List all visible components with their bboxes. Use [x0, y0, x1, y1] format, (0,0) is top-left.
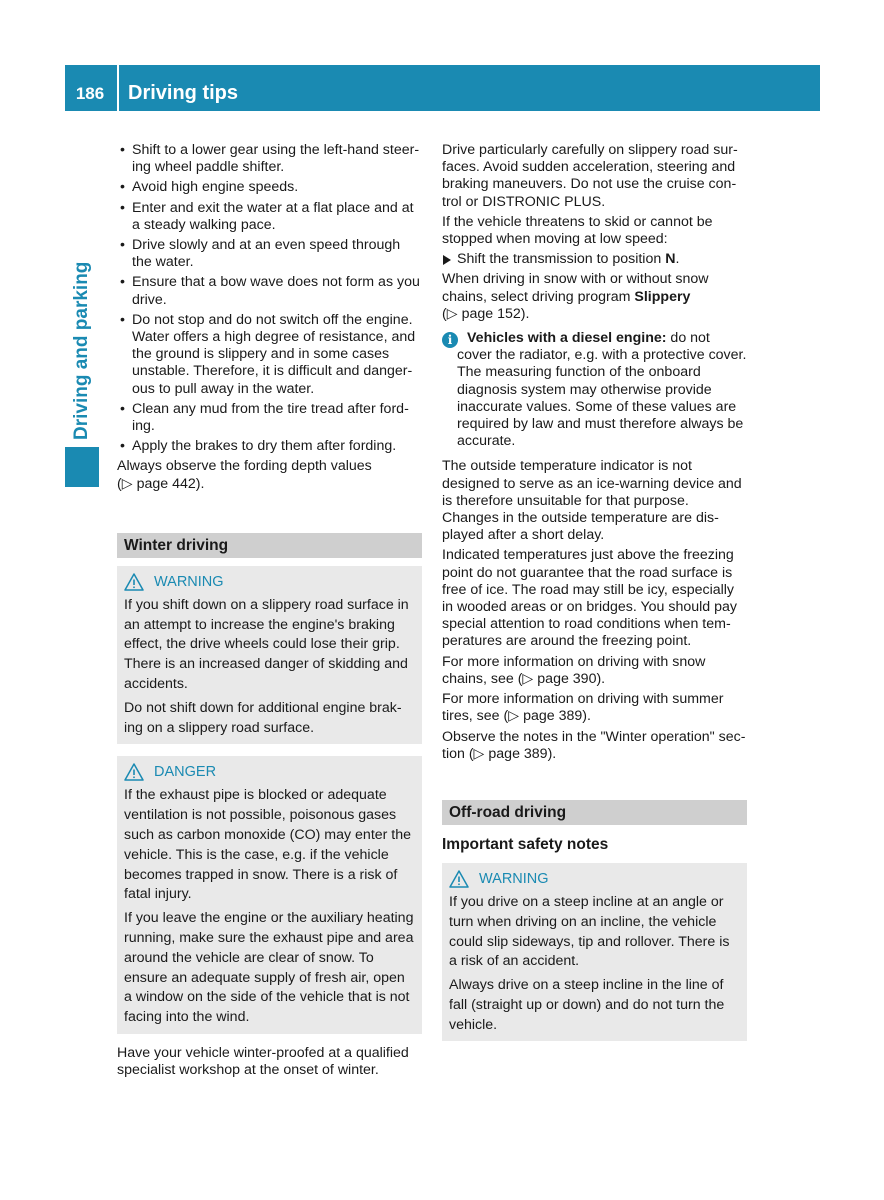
snow-chains-text: For more information on driving with snow chains, see (▷ page 390).: [442, 653, 706, 687]
action-arrow-icon: [443, 255, 451, 265]
safety-notes-subheading: Important safety notes: [442, 835, 609, 853]
warning-title: WARNING: [479, 870, 549, 887]
fording-bullet-list: [117, 142, 422, 455]
warning-box: [117, 566, 422, 745]
winter-driving-header: Winter driving: [117, 533, 422, 558]
warning-box: [442, 863, 747, 1042]
list-item: • Enter and exit the water at a flat place and at a steady walking pace.: [117, 200, 422, 234]
warning-triangle-icon: [449, 870, 469, 888]
danger-text: If the exhaust pipe is blocked or adequate ventilation is not possible, poisonous gases such as carbon monoxide (CO) may enter the vehicle. This is the case, e.g. if the vehicle becomes trapped in snow. There is a risk of fatal injury.: [124, 787, 412, 903]
info-note: i Vehicles with a diesel engine: do not cover the radiator, e.g. with a protective cover. The measuring function of the onboard diagnosis system may otherwise provide inaccurate values. Some of these values are required by law and must therefore always be accurate.: [442, 330, 747, 450]
winter-proof-note: Have your vehicle winter-proofed at a qualified specialist workshop at the onset of winter.: [117, 1045, 409, 1079]
section-side-label: Driving and parking: [71, 261, 92, 440]
danger-title: DANGER: [154, 764, 217, 781]
header-divider: [117, 65, 119, 111]
warning-title: WARNING: [154, 573, 224, 590]
left-column: [117, 142, 422, 1082]
list-item: • Apply the brakes to dry them after fording.: [117, 438, 422, 455]
action-step: Shift the transmission to position N.: [442, 251, 747, 268]
list-item: • Drive slowly and at an even speed through the water.: [117, 237, 422, 271]
danger-text: If you leave the engine or the auxiliary heating running, make sure the exhaust pipe and area around the vehicle are clear of snow. To ensure an adequate supply of fresh air, open a window on the side of the vehicle that is not facing into the wind.: [124, 910, 414, 1026]
section-side-tab: [65, 447, 99, 487]
freezing-point-text: Indicated temperatures just above the freezing point do not guarantee that the road surface is free of ice. The road may still be icy, especially in wooded areas or on bridges. You should pay special attention to road conditions when temperatures are around the freezing point.: [442, 547, 737, 650]
right-column: [442, 142, 747, 1041]
page-header: [65, 65, 820, 111]
snow-program-text: When driving in snow with or without snow chains, select driving program Slippery (▷ page 152).: [442, 271, 709, 322]
warning-triangle-icon: [124, 763, 144, 781]
offroad-driving-header: Off-road driving: [442, 800, 747, 825]
summer-tires-text: For more information on driving with summer tires, see (▷ page 389).: [442, 691, 724, 725]
page-number: 186: [75, 84, 105, 103]
list-item: • Avoid high engine speeds.: [117, 179, 422, 196]
list-item: • Do not stop and do not switch off the engine. Water offers a high degree of resistance, and the ground is slippery and in some cases unstable. Therefore, it is difficult and dangerous to pull away in the water.: [117, 312, 422, 398]
fording-depth-note: Always observe the fording depth values (▷ page 442).: [117, 458, 372, 492]
warning-triangle-icon: [124, 573, 144, 591]
warning-text: If you drive on a steep incline at an angle or turn when driving on an incline, the vehicle could slip sideways, tip and rollover. There is a risk of an accident.: [449, 893, 730, 970]
warning-text: Always drive on a steep incline in the line of fall (straight up or down) and do not turn the vehicle.: [449, 977, 725, 1033]
page-title: Driving tips: [128, 82, 239, 104]
info-icon: i: [442, 332, 458, 348]
list-item: • Clean any mud from the tire tread after fording.: [117, 401, 422, 435]
danger-box: [117, 756, 422, 1034]
warning-text: If you shift down on a slippery road surface in an attempt to increase the engine's braking effect, the drive wheels could lose their grip. There is an increased danger of skidding and accidents.: [124, 596, 409, 693]
skid-text: If the vehicle threatens to skid or cannot be stopped when moving at low speed:: [442, 213, 713, 248]
winter-operation-text: Observe the notes in the "Winter operation" section (▷ page 389).: [442, 728, 746, 762]
list-item: • Ensure that a bow wave does not form as you drive.: [117, 274, 422, 308]
list-item: • Shift to a lower gear using the left-hand steering wheel paddle shifter.: [117, 142, 422, 176]
temperature-indicator-text: The outside temperature indicator is not designed to serve as an ice-warning device and is therefore unsuitable for that purpose. Changes in the outside temperature are displayed after a short delay.: [442, 458, 742, 544]
slippery-road-text: Drive particularly carefully on slippery road surfaces. Avoid sudden acceleration, steering and braking maneuvers. Do not use the cruise control or DISTRONIC PLUS.: [442, 142, 738, 210]
warning-text: Do not shift down for additional engine braking on a slippery road surface.: [124, 699, 402, 736]
